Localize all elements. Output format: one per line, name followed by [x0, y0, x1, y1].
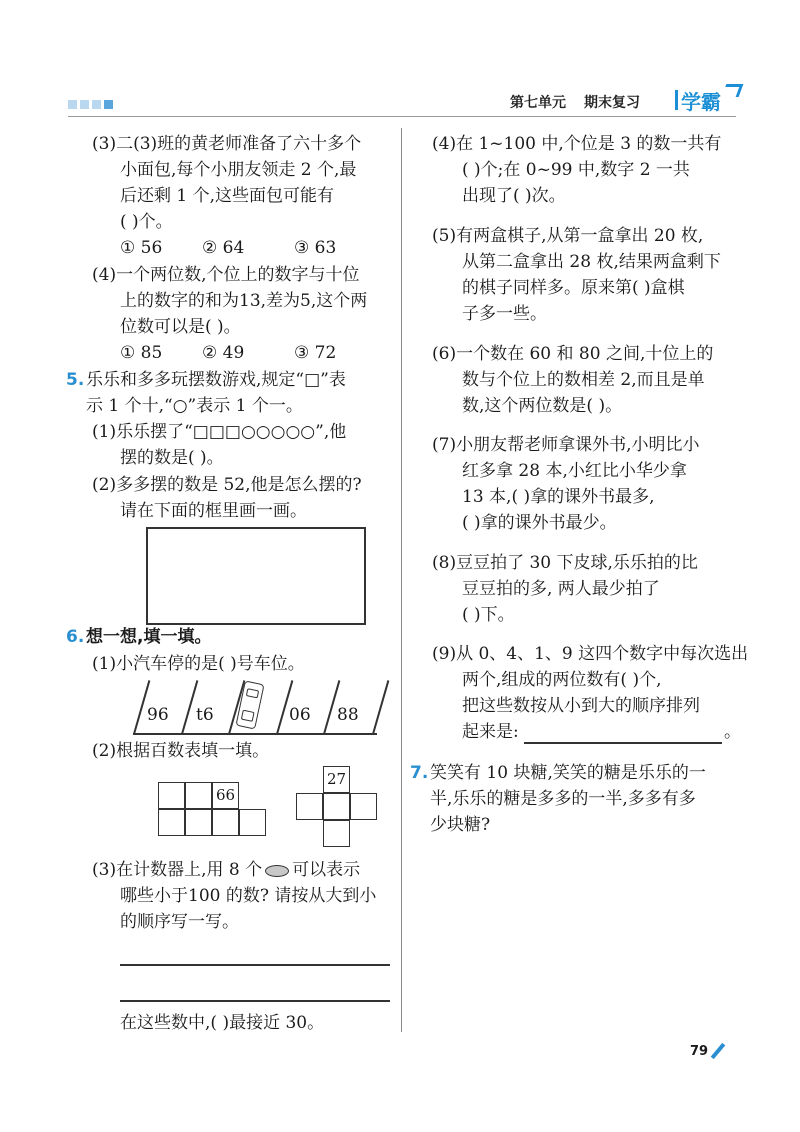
q4-3-line: (3)二(3)班的黄老师准备了六十多个 [92, 134, 362, 154]
q6-3-line [92, 857, 360, 883]
grid-a-cell [185, 809, 212, 836]
q4-4-line: (4)一个两位数,个位上的数字与十位 [92, 265, 360, 285]
q4-3-line: 小面包,每个小朋友领走 2 个,最 [120, 160, 357, 180]
answer-line[interactable] [120, 1000, 390, 1002]
q5-2-line: (2)多多摆的数是 52,他是怎么摆的? [92, 475, 362, 495]
q4-3-option: ③ 63 [294, 238, 337, 258]
brand-bar [675, 90, 678, 110]
q7b-line: 笑笑有 10 块糖,笑笑的糖是乐乐的一 [430, 763, 706, 783]
q4-4-option: ① 85 [120, 343, 163, 363]
question-6-number: 6. [66, 627, 85, 647]
drawing-box[interactable] [146, 527, 366, 625]
question-5-number: 5. [66, 370, 85, 390]
q4-4-option: ② 49 [202, 343, 245, 363]
q5-1-line: 摆的数是( )。 [120, 448, 224, 468]
grid-b-cell [296, 793, 323, 820]
q6-3-text: 可以表示 [292, 860, 361, 880]
answer-line[interactable] [120, 964, 390, 966]
parking-number: 06 [289, 705, 311, 725]
r-q5-line: 从第二盒拿出 28 枚,结果两盒剩下 [462, 252, 721, 272]
q4-3-option: ① 56 [120, 238, 163, 258]
review-title: 期末复习 [584, 95, 640, 111]
r-q7-line: ( )拿的课外书最少。 [462, 513, 617, 533]
q6-1-line: (1)小汽车停的是( )号车位。 [92, 654, 305, 674]
r-q4-line: ( )个;在 0~99 中,数字 2 一共 [462, 160, 690, 180]
r-q8-line: 豆豆拍的多, 两人最少拍了 [462, 579, 660, 599]
r-q9-line: 起来是: [462, 722, 519, 742]
q4-3-line: ( )个。 [120, 212, 173, 232]
brand-logo: 学霸 [681, 90, 721, 114]
q9-answer-line[interactable] [524, 742, 722, 744]
r-q4-line: (4)在 1~100 中,个位是 3 的数一共有 [432, 134, 722, 154]
q5-1-line: (1)乐乐摆了“□□□○○○○○”,他 [92, 422, 347, 442]
parking-number: 88 [337, 705, 359, 725]
grid-a-cell [158, 809, 185, 836]
grid-b-cell [323, 793, 350, 820]
r-q6-line: 数与个位上的数相差 2,而且是单 [462, 370, 705, 390]
parking-baseline [133, 733, 377, 735]
q4-4-option: ③ 72 [294, 343, 337, 363]
parking-number: t6 [196, 705, 214, 725]
q6-3-last-line: 在这些数中,( )最接近 30。 [120, 1013, 325, 1033]
r-q8-line: (8)豆豆拍了 30 下皮球,乐乐拍的比 [432, 553, 698, 573]
counter-bead-icon [265, 865, 289, 877]
r-q4-line: 出现了( )次。 [462, 186, 566, 206]
r-q9-line: 两个,组成的两位数有( )个, [462, 670, 662, 690]
r-q5-line: (5)有两盒棋子,从第一盒拿出 20 枚, [432, 226, 704, 246]
r-q6-line: 数,这个两位数是( )。 [462, 396, 623, 416]
q6-3-line: 哪些小于100 的数? 请按从大到小 [120, 886, 377, 906]
r-q7-line: 13 本,( )拿的课外书最多, [462, 487, 655, 507]
r-q7-line: (7)小朋友帮老师拿课外书,小明比小 [432, 435, 700, 455]
r-q9-line: (9)从 0、4、1、9 这四个数字中每次选出 [432, 644, 749, 664]
unit-title: 第七单元 [510, 95, 566, 111]
r-q8-line: ( )下。 [462, 605, 515, 625]
q5-line: 乐乐和多多玩摆数游戏,规定“□”表 [86, 370, 346, 390]
grid-a-value-cell: 66 [212, 782, 239, 809]
grid-a-cell [158, 782, 185, 809]
pencil-icon [711, 1043, 726, 1059]
grid-a-cell [185, 782, 212, 809]
q4-3-line: 后还剩 1 个,这些面包可能有 [120, 186, 335, 206]
grid-b-cell [323, 820, 350, 847]
car-icon [235, 680, 264, 729]
brand-cap-icon [722, 84, 744, 97]
r-q5-line: 的棋子同样多。原来第( )盒棋 [462, 278, 685, 298]
header-decoration [68, 100, 113, 109]
q9-period: 。 [724, 722, 741, 742]
question-6-title: 想一想,填一填。 [86, 627, 212, 647]
q7b-line: 半,乐乐的糖是多多的一半,多多有多 [430, 789, 696, 809]
page-number: 79 [690, 1044, 709, 1059]
column-divider [401, 128, 402, 1032]
header-rule [68, 116, 736, 117]
r-q5-line: 子多一些。 [462, 304, 547, 324]
q6-3-line: 的顺序写一写。 [120, 912, 239, 932]
grid-b-value-cell: 27 [323, 766, 350, 793]
q7b-line: 少块糖? [430, 815, 491, 835]
r-q6-line: (6)一个数在 60 和 80 之间,十位上的 [432, 344, 714, 364]
q5-2-line: 请在下面的框里画一画。 [120, 501, 307, 521]
question-7-number: 7. [410, 763, 429, 783]
q6-3-text: (3)在计数器上,用 8 个 [92, 860, 263, 880]
q4-4-line: 位数可以是( )。 [120, 317, 241, 337]
grid-a-cell [239, 809, 266, 836]
parking-number: 96 [147, 705, 169, 725]
grid-a-cell [212, 809, 239, 836]
q4-3-option: ② 64 [202, 238, 245, 258]
r-q9-line: 把这些数按从小到大的顺序排列 [462, 696, 700, 716]
grid-b-cell [350, 793, 377, 820]
r-q7-line: 红多拿 28 本,小红比小华少拿 [462, 461, 687, 481]
q5-line: 示 1 个十,“○”表示 1 个一。 [86, 396, 303, 416]
parking-stripe [372, 680, 389, 734]
q6-2-line: (2)根据百数表填一填。 [92, 741, 270, 761]
q4-4-line: 上的数字的和为13,差为5,这个两 [120, 291, 368, 311]
